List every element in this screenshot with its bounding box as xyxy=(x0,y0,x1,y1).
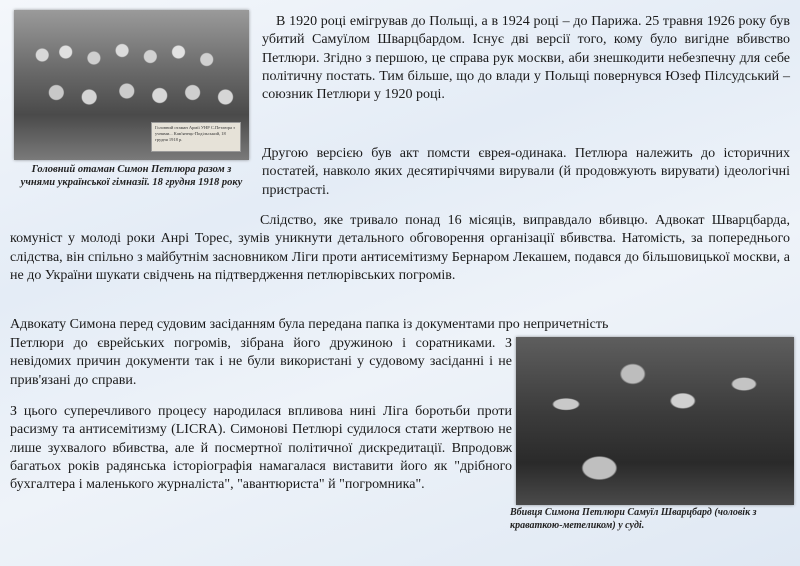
group-photo-gymnasium xyxy=(14,10,249,160)
paragraph-licra: З цього суперечливого процесу народилася впливова нині Ліга боротьби проти расизму та антисемітизму (LICRA). Симонові Петлюрі судилося стати жертвою не лише зухвалого вбивства, але й посмертної політичної дискредитації. Впродовж багатьох років радянська історіографія намагалася виставити його як "дрібного бухгалтера і маленького журналіста", "авантюриста" й "погромника". xyxy=(10,404,512,493)
photo-caption-bottom: Вбивця Симона Петлюри Самуїл Шварцбард (чоловік з краваткою-метеликом) у суді. xyxy=(510,507,757,531)
paragraph-emigration: В 1920 році емігрував до Польщі, а в 1924 році – до Парижа. 25 травня 1926 року був убитий Самуїлом Шварцбардом. Існує дві версії того, кому було вигідне вбивство Петлюри. Згідно з першою, це справа рук москви, аби знешкодити небезпечну для себе політичну постать. Тим більше, що до влади у Польщі повернувся Юзеф Пілсудський – союзник Петлюри у 1920 році. xyxy=(262,14,790,103)
paragraph-documents-line1: Адвокату Симона перед судовим засіданням була передана папка із документами про непричетність xyxy=(10,317,609,332)
photo-caption-top: Головний отаман Симон Петлюра разом з учнями української гімназії. 18 грудня 1918 року xyxy=(20,164,243,188)
courtroom-photo xyxy=(516,337,794,505)
paragraph-documents-rest: Петлюри до єврейських погромів, зібрана його дружиною і соратниками. З невідомих причин документи так і не були використані у судовому засіданні і не прив'язані до справи. xyxy=(10,336,512,388)
paragraph-second-version: Другою версією був акт помсти єврея-одинака. Петлюра належить до історичних постатей, навколо яких десятиріччями вирували (й продовжують вирувати) ідеологічні пристрасті. xyxy=(262,146,790,198)
paragraph-investigation: Слідство, яке тривало понад 16 місяців, виправдало вбивцю. Адвокат Шварцбарда, комуніст у молоді роки Анрі Торес, зумів уникнути детального обговорення організації вбивства. Натомість, за попереднього слідства, він спільно з майбутнім засновником Ліги проти антисемітизму Бернаром Лекашем, подався до більшовицької москви, а не до України шукати свідчень на підтвердження петлюрівських погромів. xyxy=(10,213,790,283)
photo-plate-text: Головний отаман Армії УНР С.Петлюра з учнями... Кам'янець-Подільський, 18 грудня 1918 р. xyxy=(151,122,241,152)
